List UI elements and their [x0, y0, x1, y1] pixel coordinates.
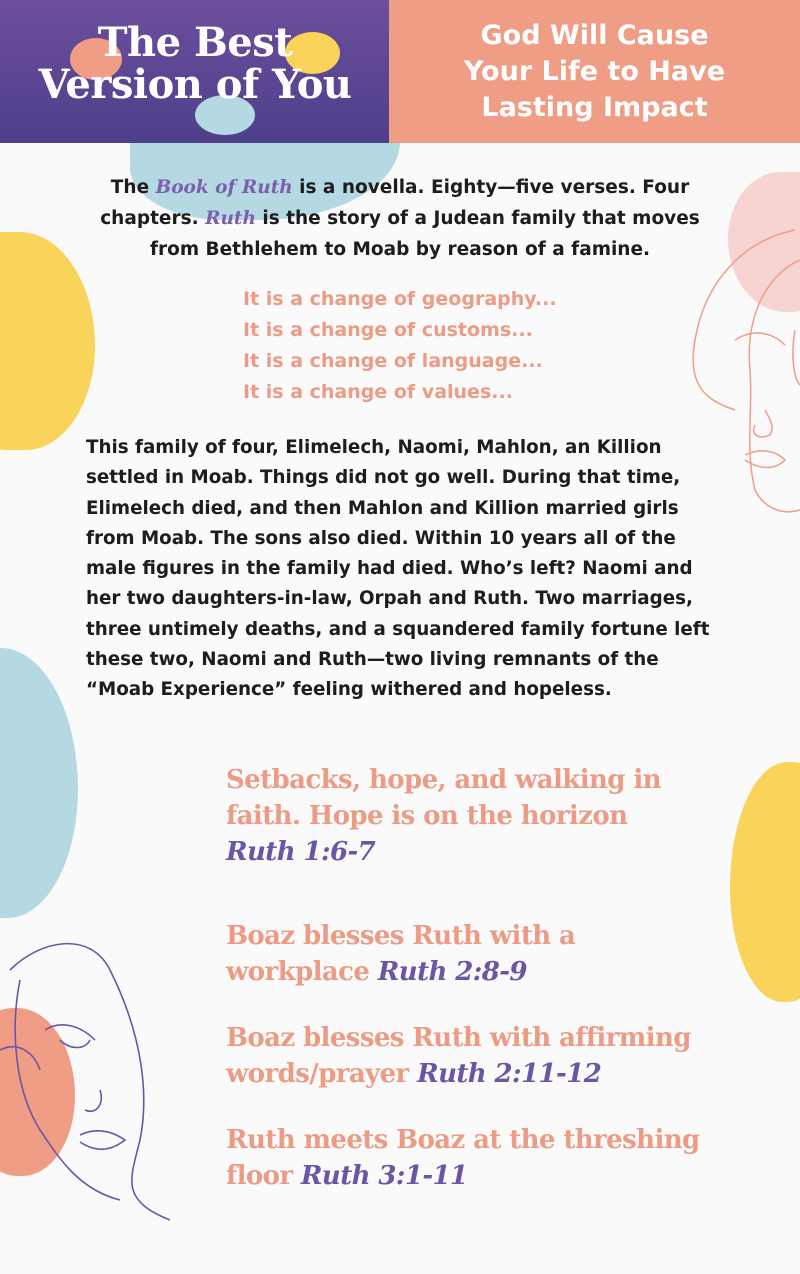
scripture-reference: Ruth 2:8-9 [377, 957, 527, 987]
key-point-line: floor [226, 1161, 301, 1191]
line-art-face-left-icon [0, 930, 200, 1230]
change-item: It is a change of geography... [243, 288, 557, 310]
key-point [226, 918, 746, 990]
key-point-line: workplace [226, 957, 378, 987]
key-point-line: Setbacks, hope, and walking in [226, 765, 661, 795]
key-points [226, 762, 746, 1194]
scripture-reference: Ruth 3:1-11 [300, 1161, 468, 1191]
intro-paragraph [90, 172, 710, 265]
key-point-line: Boaz blesses Ruth with affirming [226, 1023, 691, 1053]
intro-text-2: is a novella. Eighty—five verses. Four chapters. [100, 177, 690, 229]
scripture-reference: Ruth 2:11-12 [417, 1059, 602, 1089]
blue-blob-left [0, 648, 78, 918]
key-point-line: Ruth meets Boaz at the threshing [226, 1125, 700, 1155]
key-point-line: faith. Hope is on the horizon [226, 801, 628, 831]
change-item: It is a change of customs... [243, 319, 533, 341]
key-point-line: words/prayer [226, 1059, 418, 1089]
title-line-2: Your Life to Have [463, 56, 726, 87]
brand-line-2: Version of You [38, 61, 352, 108]
brand-logo-text [25, 19, 365, 108]
title-line-3: Lasting Impact [481, 92, 708, 123]
intro-text-1: The [110, 177, 156, 198]
key-point [226, 1020, 746, 1092]
story-paragraph: This family of four, Elimelech, Naomi, Mahlon, an Killion settled in Moab. Things did not go well. During that time, Elimelech died, and then Mahlon and Killion married girls from Moab. The sons also died. Within 10 years all of the male figures in the family had died. Who’s left? Naomi and her two daughters-in-law, Orpah and Ruth. Two marriages, three untimely deaths, and a squandered family fortune left these two, Naomi and Ruth—two living remnants of the “Moab Experience” feeling withered and hopeless. [86, 437, 710, 701]
book-of-ruth-title: Book of Ruth [155, 177, 293, 198]
ruth-title: Ruth [205, 208, 256, 229]
intro-text-3: is the story of a Judean family that moves from Bethlehem to Moab by reason of a famine. [149, 208, 700, 260]
change-list [243, 284, 663, 408]
yellow-blob-left [0, 232, 95, 450]
change-item: It is a change of language... [243, 350, 543, 372]
scripture-reference: Ruth 1:6-7 [226, 837, 376, 867]
key-point [226, 762, 746, 870]
key-point [226, 1122, 746, 1194]
page-title [389, 18, 800, 126]
title-line-1: God Will Cause [480, 20, 709, 51]
brand-line-1: The Best [97, 19, 293, 66]
key-point-line: Boaz blesses Ruth with a [226, 921, 576, 951]
change-item: It is a change of values... [243, 381, 513, 403]
